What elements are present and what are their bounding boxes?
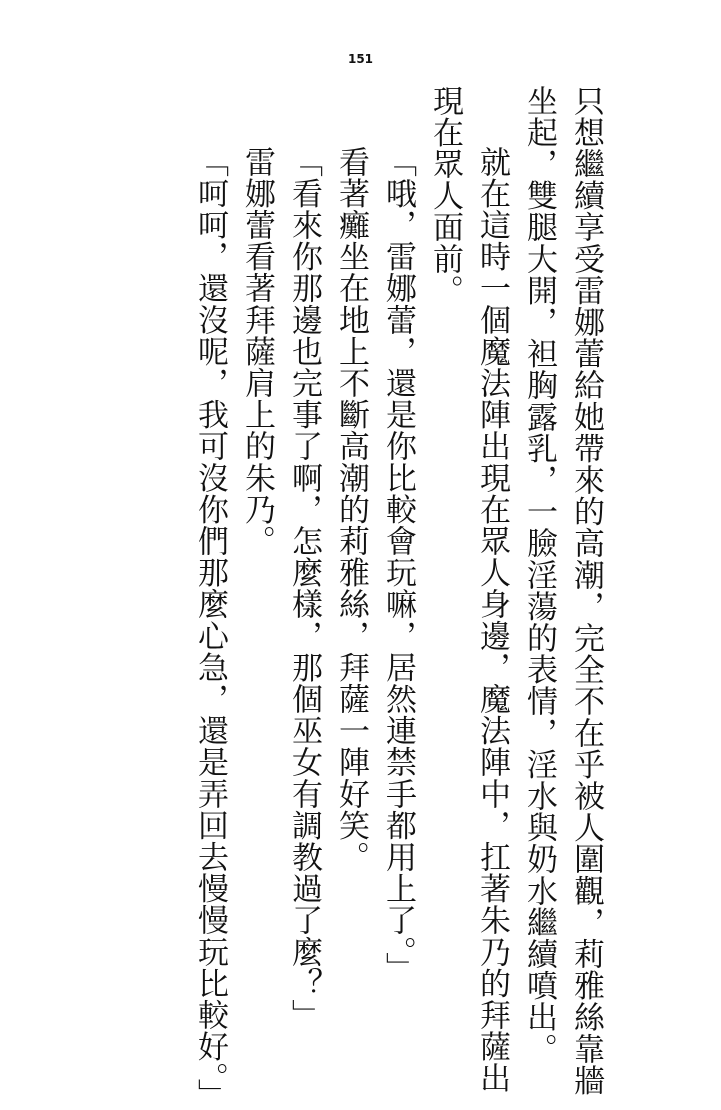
- text-column-9: 「呵呵，還沒呢，我可沒你們那麼心急，還是弄回去慢慢玩比較好。」: [192, 146, 228, 1110]
- text-column-7: 「看來你那邊也完事了啊，怎麼樣，那個巫女有調教過了麼？」: [286, 146, 322, 1031]
- text-column-2: 坐起，雙腿大開，袒胸露乳，一臉淫蕩的表情，淫水與奶水繼續噴出。: [521, 85, 557, 1065]
- text-column-5: 「哦，雷娜蕾，還是你比較會玩嘛，居然連禁手都用上了。」: [380, 146, 416, 984]
- text-column-3: 就在這時一個魔法陣出現在眾人身邊，魔法陣中，扛著朱乃的拜薩出: [474, 146, 510, 1094]
- text-column-1: 只想繼續享受雷娜蕾給她帶來的高潮，完全不在乎被人圍觀，莉雅絲靠牆: [568, 85, 604, 1097]
- text-column-4: 現在眾人面前。: [427, 85, 463, 307]
- text-column-6: 看著癱坐在地上不斷高潮的莉雅絲，拜薩一陣好笑。: [333, 146, 369, 873]
- text-column-8: 雷娜蕾看著拜薩肩上的朱乃。: [239, 146, 275, 557]
- page-number: 151: [347, 52, 374, 66]
